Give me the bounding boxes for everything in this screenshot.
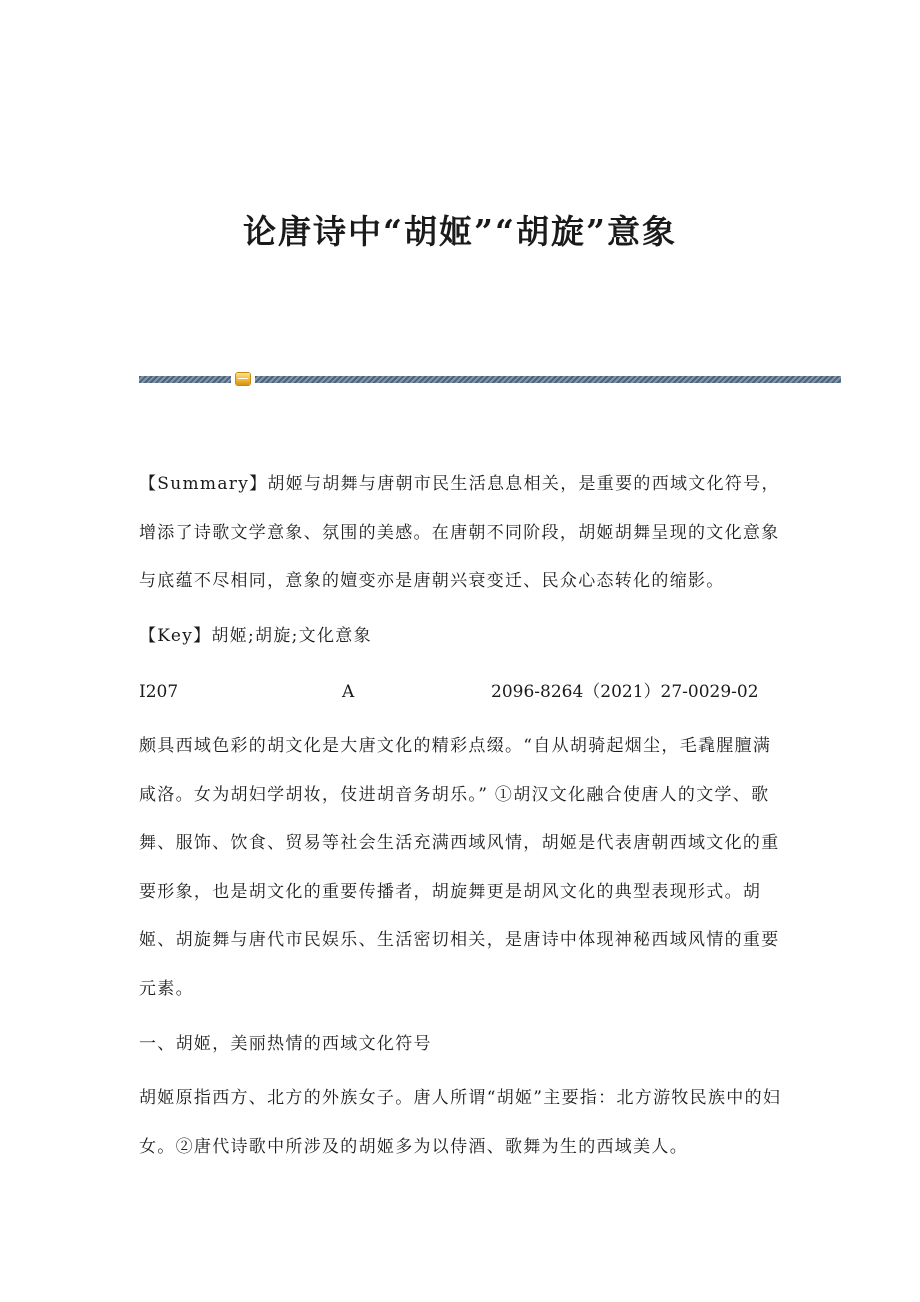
article-number: 2096-8264（2021）27-0029-02 bbox=[491, 682, 759, 702]
body-paragraph-1: 颇具西域色彩的胡文化是大唐文化的精彩点缀。“自从胡骑起烟尘，毛毳腥膻满咸洛。女为胡妇学胡妆，伎进胡音务胡乐。” ①胡汉文化融合使唐人的文学、歌舞、服饰、饮食、贸易等社会生活充满西域风情，胡姬是代表唐朝西域文化的重要形象，也是胡文化的重要传播者，胡旋舞更是胡风文化的典型表现形式。胡姬、胡旋舞与唐代市民娱乐、生活密切相关，是唐诗中体现神秘西域风情的重要元素。 bbox=[139, 736, 780, 999]
divider-bar-right bbox=[255, 376, 841, 383]
classification-line bbox=[0, 668, 920, 716]
body-paragraph-2: 胡姬原指西方、北方的外族女子。唐人所谓“胡姬”主要指：北方游牧民族中的妇女。②唐代诗歌中所涉及的胡姬多为以侍酒、歌舞为生的西域美人。 bbox=[139, 1088, 782, 1157]
envelope-icon bbox=[236, 373, 250, 385]
keywords-line: 【Key】胡姬;胡旋;文化意象 bbox=[139, 626, 372, 646]
clc-number: I207 bbox=[139, 682, 179, 702]
section-heading-1: 一、胡姬，美丽热情的西域文化符号 bbox=[139, 1034, 432, 1054]
summary-paragraph: 【Summary】胡姬与胡舞与唐朝市民生活息息相关，是重要的西域文化符号，增添了诗歌文学意象、氛围的美感。在唐朝不同阶段，胡姬胡舞呈现的文化意象与底蕴不尽相同，意象的嬗变亦是唐朝兴衰变迁、民众心态转化的缩影。 bbox=[139, 474, 780, 591]
document-code: A bbox=[342, 682, 355, 702]
page-title: 论唐诗中“胡姬”“胡旋”意象 bbox=[243, 212, 677, 251]
title-divider bbox=[139, 373, 841, 385]
divider-bar-left bbox=[139, 376, 231, 383]
